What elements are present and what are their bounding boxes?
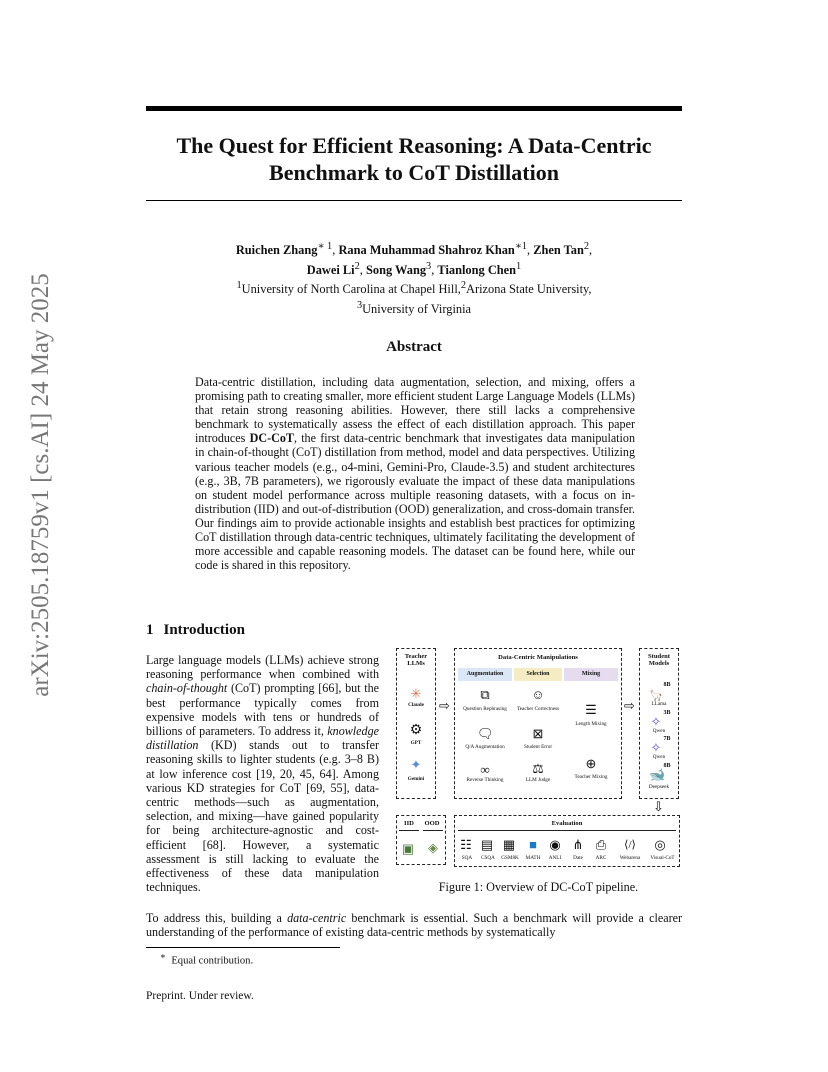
author-name: Ruichen Zhang <box>235 243 318 258</box>
teacher-label: Claude <box>408 702 424 708</box>
author-name: Song Wang <box>366 262 427 277</box>
arrow-right-icon: ⇨ <box>624 698 635 713</box>
abstract-body <box>195 375 635 572</box>
claude-icon: ✳ <box>410 686 422 701</box>
webarena-icon: ⟨/⟩ <box>624 839 636 851</box>
intro-italic: chain-of-thought <box>146 681 228 696</box>
qwen-icon: ✧ <box>650 740 662 755</box>
author-name: Dawei Li <box>306 262 355 277</box>
model-name: Qwen <box>652 728 666 734</box>
preprint-notice: Preprint. Under review. <box>146 990 254 1002</box>
anli-icon: ◉ <box>549 837 561 852</box>
judge-icon: ⚖ <box>532 761 544 776</box>
model-size: 3B <box>663 710 671 716</box>
abstract-bold: DC-CoT <box>249 431 294 446</box>
gsm8k-icon: ▦ <box>502 837 516 852</box>
teacher-title: Teacher LLMs <box>404 653 428 667</box>
sqa-icon: ☷ <box>460 837 472 852</box>
author-name: Tianlong Chen <box>437 262 517 277</box>
rephrase-icon: ⧉ <box>480 687 490 702</box>
arrow-right-icon: ⇨ <box>439 698 450 713</box>
affiliation-line-2 <box>146 298 682 318</box>
method-label: Student Error <box>523 744 553 750</box>
model-size: 7B <box>663 736 671 742</box>
date-icon: ⋔ <box>572 837 584 852</box>
intro-paragraph <box>146 653 379 894</box>
title-line-2: Benchmark to CoT Distillation <box>269 160 559 185</box>
body-text: To address this, building a <box>146 911 288 925</box>
gemini-icon: ✦ <box>410 757 422 772</box>
teacher-icon: ☺ <box>531 687 545 702</box>
dataset-label: CSQA <box>481 855 495 861</box>
author-line-1: Ruichen Zhang$^{∗ 1}$, Rana Muhammad Shahroz Khan$^{∗1}$, Zhen Tan$^2$, <box>235 241 593 258</box>
ood-label: OOD <box>424 820 440 827</box>
author-sup: 2 <box>354 260 360 272</box>
abstract-text: Data-centric distillation, including data augmentation, selection, and mixing, offers a promising path to creating smaller, more efficient student Large Language Models (LLMs) that retain strong reasoning abilities. However, there still lacks a comprehensive benchmark to systematically assess the effect of each distillation approach. This paper introduces <box>195 375 635 446</box>
dataset-label: MATH <box>525 855 541 861</box>
divider <box>399 830 419 831</box>
model-size: 8B <box>663 763 671 769</box>
affiliation: University of North Carolina at Chapel Hill, <box>241 282 461 297</box>
affiliation: University of Virginia <box>362 302 472 316</box>
dataset-label: ARC <box>595 855 607 861</box>
qwen-icon: ✧ <box>650 714 662 729</box>
teacher-label: GPT <box>410 740 422 746</box>
student-title: Student Models <box>648 653 670 667</box>
author-sup: 3 <box>426 260 432 272</box>
eval-title: Evaluation <box>551 820 583 827</box>
affil-sup: 2 <box>460 280 467 292</box>
footnote-mark: ∗ <box>160 951 167 961</box>
body-italic: data-centric <box>287 911 347 925</box>
dataset-label: ANLI <box>548 855 562 861</box>
model-size: 8B <box>663 682 671 688</box>
author-sup: 1 <box>516 260 522 272</box>
model-name: LLama <box>651 701 667 707</box>
author-sup: ∗1 <box>514 241 528 252</box>
arxiv-identifier: arXiv:2505.18759v1 [cs.AI] 24 May 2025 <box>27 273 54 697</box>
footnote-rule <box>146 947 340 948</box>
intro-text: Large language models (LLMs) achieve strong reasoning performance when combined with <box>146 653 379 682</box>
author-name: Rana Muhammad Shahroz Khan <box>338 243 515 258</box>
error-icon: ⊠ <box>532 726 544 741</box>
title-line-1: The Quest for Efficient Reasoning: A Data-Centric <box>176 133 652 158</box>
section-title: Introduction <box>163 622 245 638</box>
method-label: Length Mixing <box>575 721 607 727</box>
dataset-label: Visual-CoT <box>650 855 675 861</box>
model-name: Deepseek <box>648 784 670 790</box>
dataset-label: SQA <box>461 855 473 861</box>
abstract-heading: Abstract <box>386 339 442 355</box>
paper-title <box>146 132 682 186</box>
dataset-label: GSM8K <box>501 855 519 861</box>
arrow-down-icon: ⇩ <box>653 799 664 814</box>
arc-icon: ⎙ <box>595 837 607 852</box>
csqa-icon: ▤ <box>480 837 494 852</box>
footnote-text: Equal contribution. <box>171 955 254 967</box>
intro-text: (CoT) prompting [66], but the best performance typically comes from expensive models with tens or hundreds of billions of parameters. To address it, <box>146 681 379 739</box>
intro-italic: knowledge distillation <box>146 724 379 753</box>
llama-icon: 🦙 <box>649 690 663 702</box>
title-bottom-rule <box>146 200 682 201</box>
figure-pipeline <box>396 645 681 875</box>
method-label: Q/A Augmentation <box>465 744 505 750</box>
author-block <box>146 239 682 318</box>
deepseek-icon: 🐋 <box>649 767 666 782</box>
intro-text: (KD) stands out to transfer reasoning skills to lighter students (e.g. 3–8 B) at low inference cost [19, 20, 45, 64]. Among various KD strategies for CoT [69, 55], data-centric methods—such as augmentation, selection, and mixing—have gained popularity for being architecture-agnostic and cost-efficient [68]. However, a systematic assessment is still lacking to evaluate the effectiveness of these data manipulation techniques. <box>146 738 379 895</box>
iid-label: IID <box>404 820 414 827</box>
method-label: LLM Judge <box>525 777 551 783</box>
affiliation-line-1 <box>146 278 682 298</box>
method-label: Teacher Mixing <box>574 774 608 780</box>
teacher-label: Gemini <box>407 776 425 782</box>
column-heading: Augmentation <box>466 671 504 677</box>
title-top-rule <box>146 106 682 111</box>
body-paragraph <box>146 911 682 939</box>
method-label: Question Rephrasing <box>463 706 507 712</box>
iid-data-icon: ▣ <box>401 841 415 856</box>
gpt-icon: ⚙ <box>409 723 423 738</box>
author-sup: ∗ 1 <box>317 241 333 252</box>
section-heading <box>146 622 255 639</box>
ood-data-icon: ◈ <box>428 840 438 855</box>
mix-icon: ⊕ <box>585 756 597 771</box>
column-heading: Mixing <box>581 671 601 677</box>
method-label: Reverse Thinking <box>466 777 504 783</box>
author-name: Zhen Tan <box>533 243 584 258</box>
model-name: Qwen <box>652 754 666 760</box>
affil-sup: 3 <box>356 299 363 311</box>
length-icon: ☰ <box>585 702 597 717</box>
body-text: benchmark is essential. Such a benchmark will provide a clearer understanding of the performance of existing data-centric methods by systematically <box>146 911 683 940</box>
figure-caption: Figure 1: Overview of DC-CoT pipeline. <box>438 880 639 894</box>
abstract-text: , the first data-centric benchmark that investigates data manipulation in chain-of-thought (CoT) distillation from method, model and data perspectives. Utilizing various teacher models (e.g., o4-mini, Gemini-Pro, Claude-3.5) and student architectures (e.g., 3B, 7B parameters), we rigorously evaluate the impact of these data manipulations on student model performance across multiple reasoning datasets, with a focus on in-distribution (IID) and out-of-distribution (OOD) generalization, and cross-domain transfer. Our findings aim to provide actionable insights and establish best practices for optimizing CoT distillation through data-centric techniques, ultimately facilitating the development of more accessible and capable reasoning models. The dataset can be found here, while our code is shared in this repository. <box>195 431 636 573</box>
method-label: Teacher Correctness <box>516 706 560 712</box>
column-heading: Selection <box>526 671 550 677</box>
author-sup: 2 <box>583 241 590 252</box>
dataset-label: Webarena <box>619 855 641 861</box>
dataset-label: Date <box>573 855 583 861</box>
affil-sup: 1 <box>236 280 242 292</box>
affiliation: Arizona State University, <box>466 282 592 297</box>
visual-cot-icon: ◎ <box>654 837 666 852</box>
section-number: 1 <box>146 622 154 638</box>
divider <box>458 830 676 831</box>
reverse-icon: ∞ <box>480 762 490 777</box>
math-icon: ■ <box>529 837 537 852</box>
author-line-2: Dawei Li$^2$, Song Wang$^3$, Tianlong Chen$^1$ <box>306 260 522 277</box>
qa-icon: 🗨 <box>477 726 494 741</box>
dcm-title: Data-Centric Manipulations <box>498 654 578 661</box>
footnote <box>160 951 253 967</box>
divider <box>423 830 443 831</box>
